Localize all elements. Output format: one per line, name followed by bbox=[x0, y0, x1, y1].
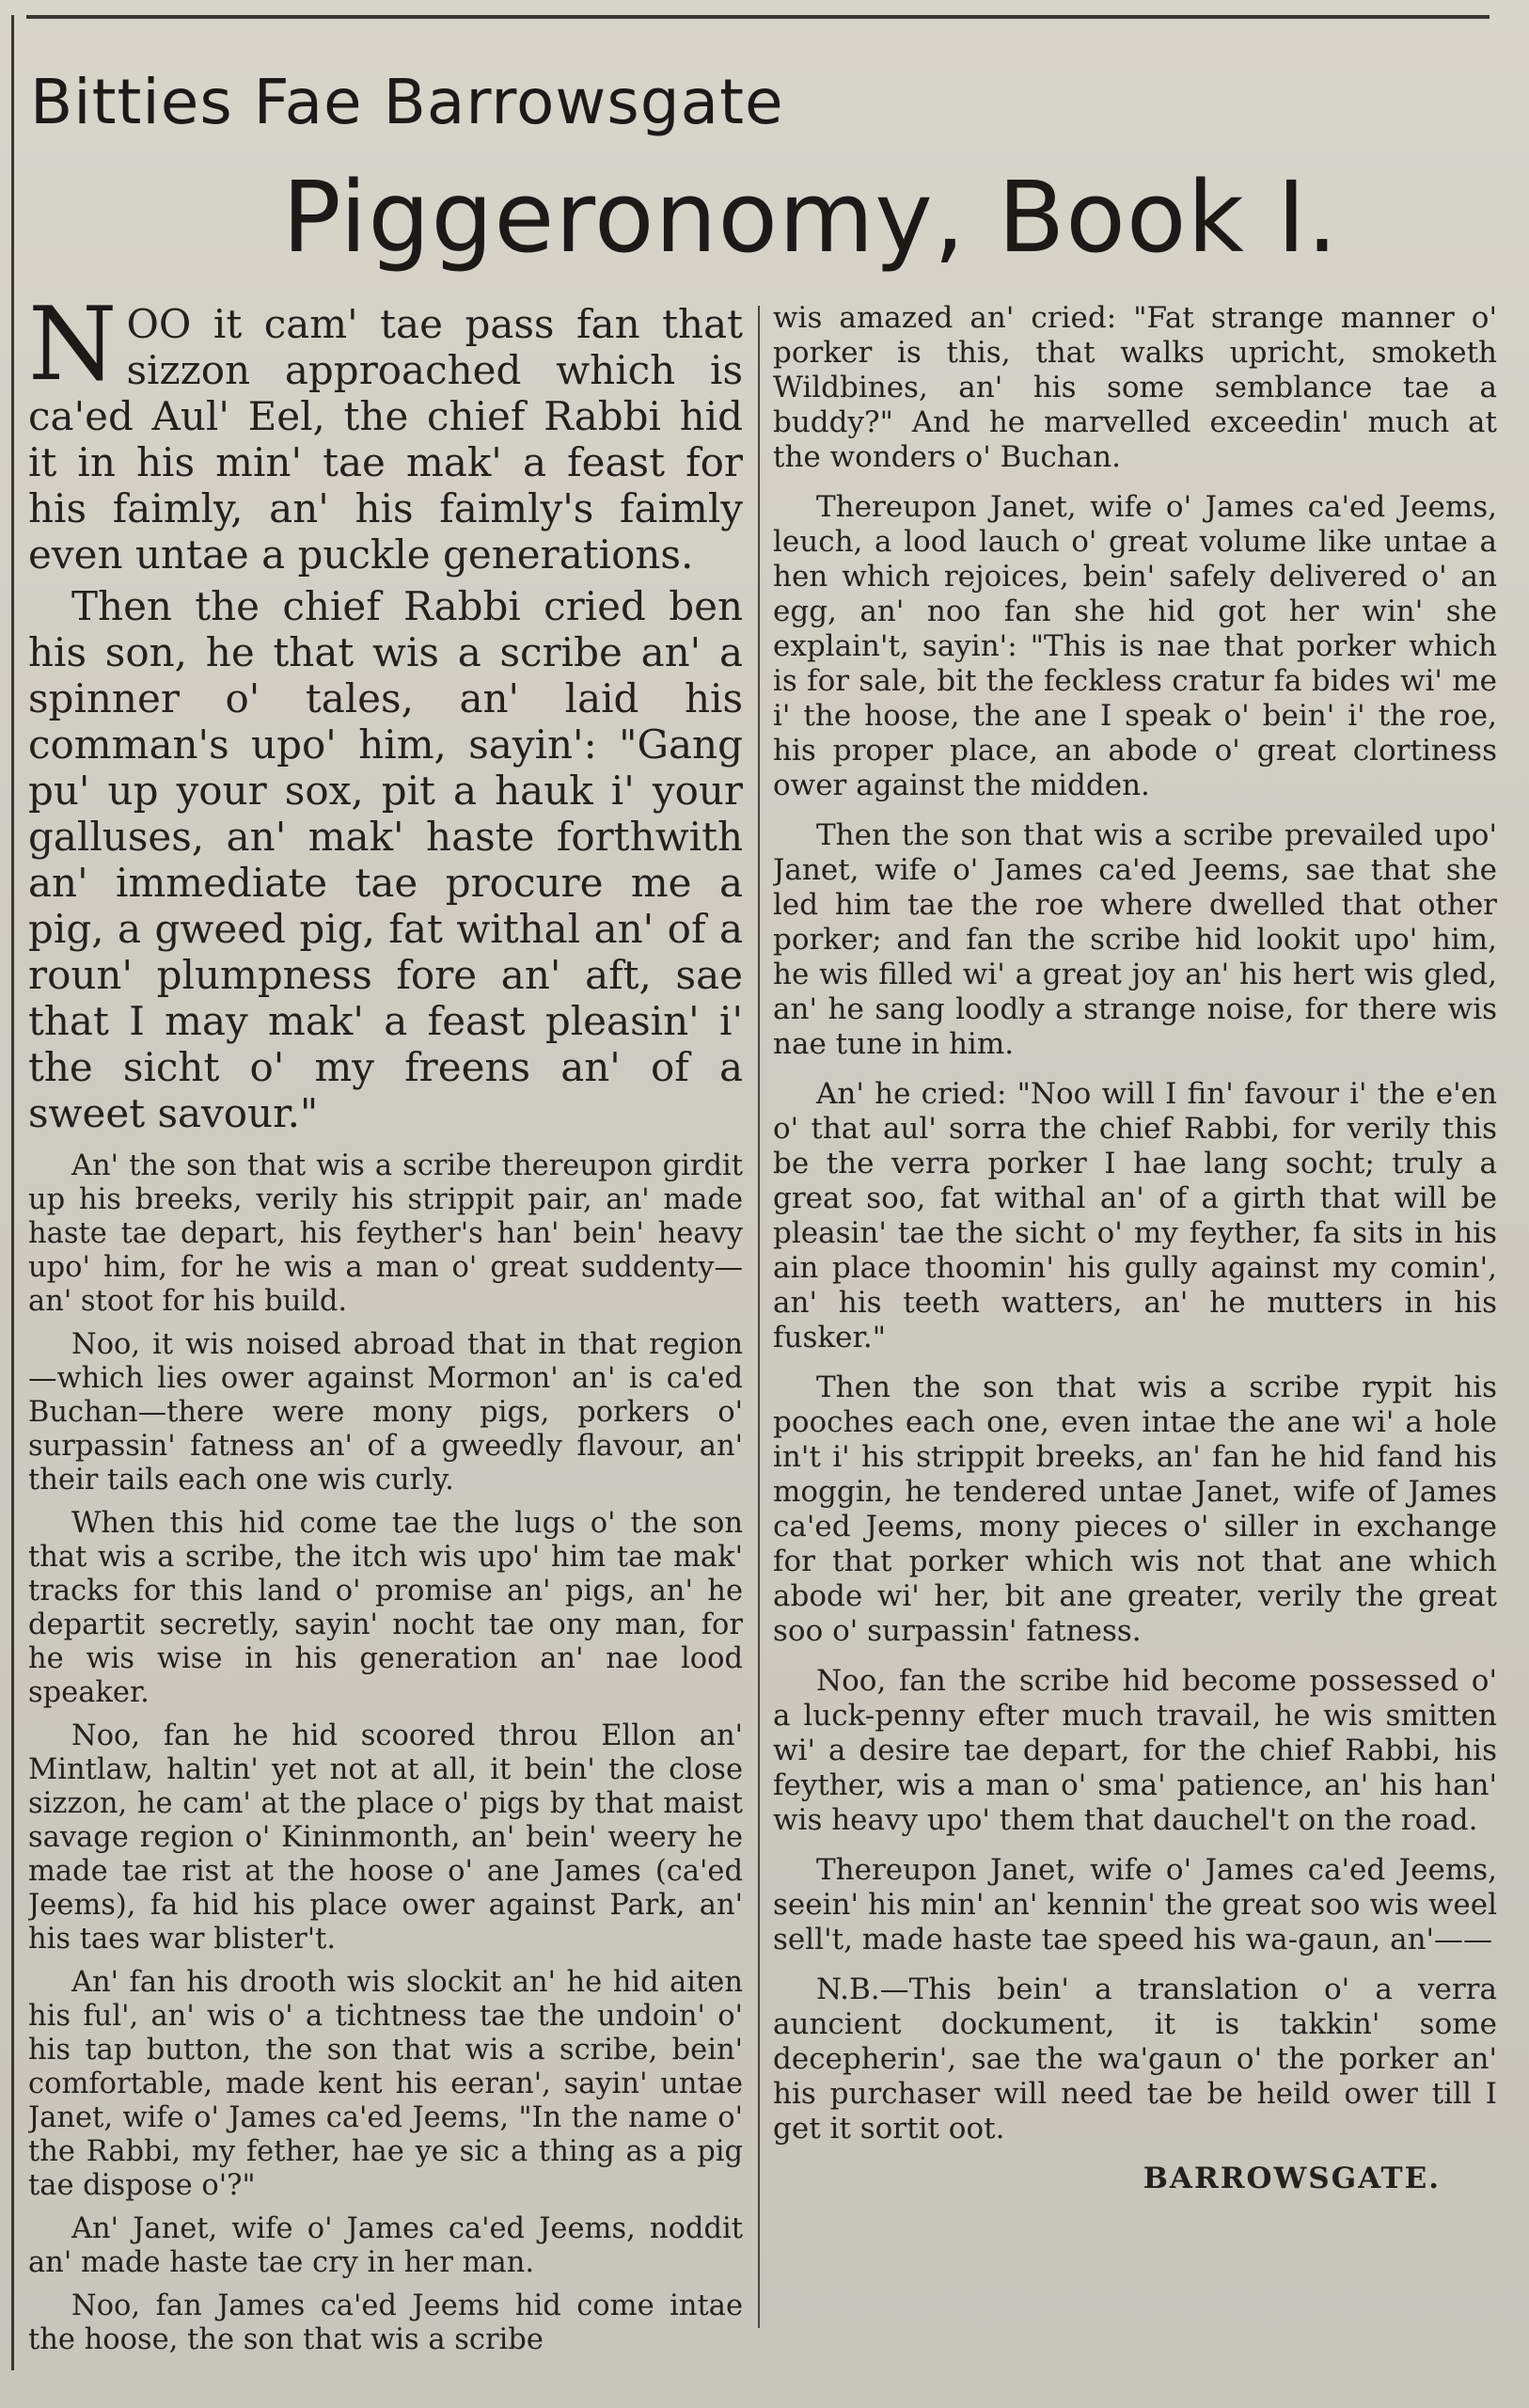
continued-paragraph: wis amazed an' cried: "Fat strange manner o' porker is this, that walks upricht, smoketh Wildbines, an' his some semblance tae a buddy?" And he marvelled exceedin' much at the wonders o' Buchan. bbox=[773, 301, 1497, 474]
paragraph: An' fan his drooth wis slockit an' he hid aiten his ful', an' wis o' a tichtness tae the undoin' o' his tap button, the son that wis a scribe, bein' comfortable, made kent his eeran', sayin' untae Janet, wife o' James ca'ed Jeems, "In the name o' the Rabbi, my fether, hae ye sic a thing as a pig tae dispose o'?" bbox=[28, 1966, 743, 2202]
article-headline: Piggeronomy, Book I. bbox=[282, 160, 1339, 275]
paragraph: When this hid come tae the lugs o' the son that wis a scribe, the itch wis upo' him tae mak' tracks for this land o' promise an' pigs, an' he departit secretly, sayin' nocht tae ony man, for he wis wise in his generation an' nae lood speaker. bbox=[28, 1507, 743, 1709]
paragraph: An' Janet, wife o' James ca'ed Jeems, noddit an' made haste tae cry in her man. bbox=[28, 2212, 743, 2279]
paragraph: Noo, fan the scribe hid become possessed o' a luck-penny efter much travail, he wis smitten wi' a desire tae depart, for the chief Rabbi, his feyther, wis a man o' sma' patience, an' his han' wis heavy upo' them that dauchel't on the road. bbox=[773, 1664, 1497, 1837]
drop-cap: N bbox=[28, 301, 118, 404]
lead-paragraph-2: Then the chief Rabbi cried ben his son, he that wis a scribe an' a spinner o' tales, an' laid his comman's upo' him, sayin': "Gang pu' up your sox, pit a hauk i' your galluses, an' mak' haste forthwith an' immediate tae procure me a pig, a gweed pig, fat withal an' of a roun' plumpness fore an' aft, sae that I may mak' a feast pleasin' i' the sicht o' my freens an' of a sweet savour." bbox=[28, 583, 743, 1136]
left-rule bbox=[11, 15, 14, 2370]
lead-paragraph-1-text: OO it cam' tae pass fan that sizzon approached which is ca'ed Aul' Eel, the chief Rabbi hid it in his min' tae mak' a feast for his faimly, an' his faimly's faimly even untae a puckle generations. bbox=[28, 301, 743, 578]
lead-paragraph-1 bbox=[28, 301, 743, 578]
paragraph: Then the son that wis a scribe prevailed upo' Janet, wife o' James ca'ed Jeems, sae that she led him tae the roe where dwelled that other porker; and fan the scribe hid lookit upo' him, he wis filled wi' a great joy an' his hert wis gled, an' he sang loodly a strange noise, for there wis nae tune in him. bbox=[773, 818, 1497, 1061]
top-rule bbox=[26, 15, 1490, 19]
lead-section bbox=[28, 301, 743, 1136]
column-rule bbox=[758, 306, 760, 2328]
article-column-1 bbox=[28, 301, 743, 2370]
author-note: N.B.—This bein' a translation o' a verra auncient dockument, it is takkin' some decepherin', sae the wa'gaun o' the porker an' his purchaser will need tae be heild ower till I get it sortit oot. bbox=[773, 1972, 1497, 2146]
paragraph: Thereupon Janet, wife o' James ca'ed Jeems, seein' his min' an' kennin' the great soo wis weel sell't, made haste tae speed his wa-gaun, an'—— bbox=[773, 1853, 1497, 1956]
paragraph: Noo, it wis noised abroad that in that region—which lies ower against Mormon' an' is ca'ed Buchan—there were mony pigs, porkers o' surpassin' fatness an' of a gweedly flavour, an' their tails each one wis curly. bbox=[28, 1328, 743, 1497]
author-signature: BARROWSGATE. bbox=[1143, 2162, 1441, 2195]
paragraph: An' the son that wis a scribe thereupon girdit up his breeks, verily his strippit pair, an' made haste tae depart, his feyther's han' bein' heavy upo' him, for he wis a man o' great suddenty—an' stoot for his build. bbox=[28, 1149, 743, 1318]
article-column-2 bbox=[773, 301, 1497, 2370]
paragraph: An' he cried: "Noo will I fin' favour i' the e'en o' that aul' sorra the chief Rabbi, for verily this be the verra porker I hae lang socht; truly a great soo, fat withal an' of a girth that will be pleasin' tae the sicht o' my feyther, fa sits in his ain place thoomin' his gully against my comin', an' his teeth watters, an' he mutters in his fusker." bbox=[773, 1077, 1497, 1354]
column-kicker: Bitties Fae Barrowsgate bbox=[30, 66, 784, 138]
paragraph: Noo, fan James ca'ed Jeems hid come intae the hoose, the son that wis a scribe bbox=[28, 2289, 743, 2356]
column-1-body bbox=[28, 1149, 743, 2357]
paragraph: Then the son that wis a scribe rypit his pooches each one, even intae the ane wi' a hole in't i' his strippit breeks, an' fan he hid fand his moggin, he tendered untae Janet, wife of James ca'ed Jeems, mony pieces o' siller in exchange for that porker which wis not that ane which abode wi' her, bit ane greater, verily the great soo o' surpassin' fatness. bbox=[773, 1370, 1497, 1648]
paragraph: Noo, fan he hid scoored throu Ellon an' Mintlaw, haltin' yet not at all, it bein' the close sizzon, he cam' at the place o' pigs by that maist savage region o' Kininmonth, an' bein' weery he made tae rist at the hoose o' ane James (ca'ed Jeems), fa hid his place ower against Park, an' his taes war blister't. bbox=[28, 1719, 743, 1956]
paragraph: Thereupon Janet, wife o' James ca'ed Jeems, leuch, a lood lauch o' great volume like untae a hen which rejoices, bein' safely delivered o' an egg, an' noo fan she hid got her win' she explain't, sayin': "This is nae that porker which is for sale, bit the feckless cratur fa bides wi' me i' the hoose, the ane I speak o' bein' i' the roe, his proper place, an abode o' great clortiness ower against the midden. bbox=[773, 490, 1497, 802]
